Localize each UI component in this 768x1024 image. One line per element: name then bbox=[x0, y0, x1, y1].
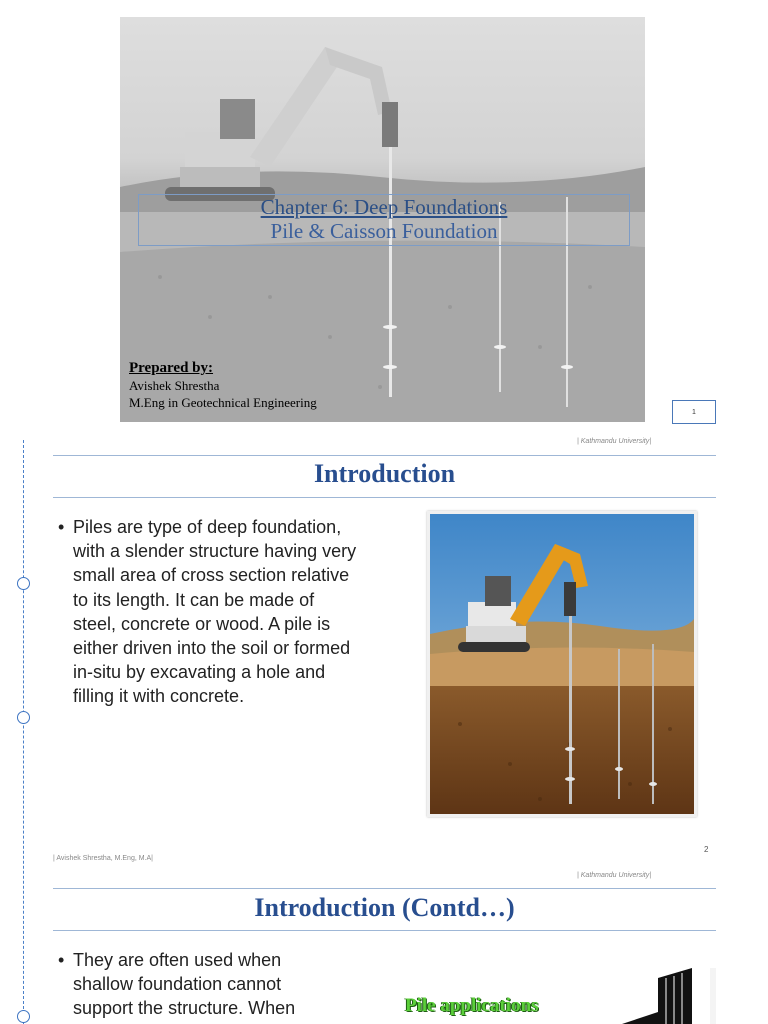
title-rule bbox=[53, 497, 716, 498]
annotation-handle[interactable] bbox=[17, 711, 30, 724]
bullet-text bbox=[73, 948, 295, 1021]
bullet-line: They are often used when bbox=[73, 950, 282, 970]
bullet-text bbox=[73, 515, 356, 709]
bullet-line: Piles are type of deep foundation, bbox=[73, 517, 342, 537]
prepared-by-label: Prepared by: bbox=[129, 360, 214, 376]
bullet-line: shallow foundation cannot bbox=[73, 974, 282, 995]
bullet-dot: • bbox=[58, 950, 65, 970]
title-box bbox=[138, 194, 630, 246]
slide-subtitle: Pile & Caisson Foundation bbox=[270, 219, 498, 243]
bullet-line: either driven into the soil or formed bbox=[73, 638, 351, 659]
bullet-line: filling it with concrete. bbox=[73, 686, 245, 707]
bullet-item bbox=[58, 948, 378, 1024]
slide-title: Introduction (Contd…) bbox=[254, 893, 515, 922]
title-rule bbox=[53, 930, 716, 931]
excavator-illustration bbox=[430, 514, 694, 814]
bullet-line: to its length. It can be made of bbox=[73, 589, 315, 610]
header-university: | Kathmandu University| bbox=[577, 872, 652, 879]
bullet-item bbox=[58, 515, 418, 715]
bullet-line: steel, concrete or wood. A pile is bbox=[73, 613, 331, 634]
bullet-line: support the structure. When bbox=[73, 998, 296, 1019]
page-number-box[interactable] bbox=[672, 400, 716, 424]
bullet-dot: • bbox=[58, 517, 65, 537]
annotation-rail bbox=[23, 440, 24, 1024]
annotation-handle[interactable] bbox=[17, 1010, 30, 1023]
pile-applications-figure bbox=[622, 968, 716, 1024]
figure-label: Pile applications bbox=[405, 995, 539, 1016]
title-slide bbox=[120, 17, 645, 422]
header-rule bbox=[53, 455, 716, 456]
author-degree: M.Eng in Geotechnical Engineering bbox=[129, 395, 317, 410]
author-name: Avishek Shrestha bbox=[129, 378, 220, 393]
bullet-line: small area of cross section relative bbox=[73, 565, 350, 586]
footer-author: | Avishek Shrestha, M.Eng, M.A| bbox=[53, 855, 153, 862]
annotation-handle[interactable] bbox=[17, 577, 30, 590]
page-number: 2 bbox=[704, 845, 709, 854]
page-number: 1 bbox=[692, 408, 696, 416]
header-rule bbox=[53, 888, 716, 889]
header-university: | Kathmandu University| bbox=[577, 438, 652, 445]
building-piles-drawing bbox=[622, 968, 716, 1024]
slide-title: Chapter 6: Deep Foundations bbox=[260, 195, 508, 219]
bullet-line: in-situ by excavating a hole and bbox=[73, 662, 326, 683]
bullet-line: with a slender structure having very bbox=[73, 541, 357, 562]
slide-title: Introduction bbox=[313, 459, 456, 488]
prepared-by-block bbox=[129, 360, 317, 411]
pile-drilling-image bbox=[427, 511, 697, 817]
